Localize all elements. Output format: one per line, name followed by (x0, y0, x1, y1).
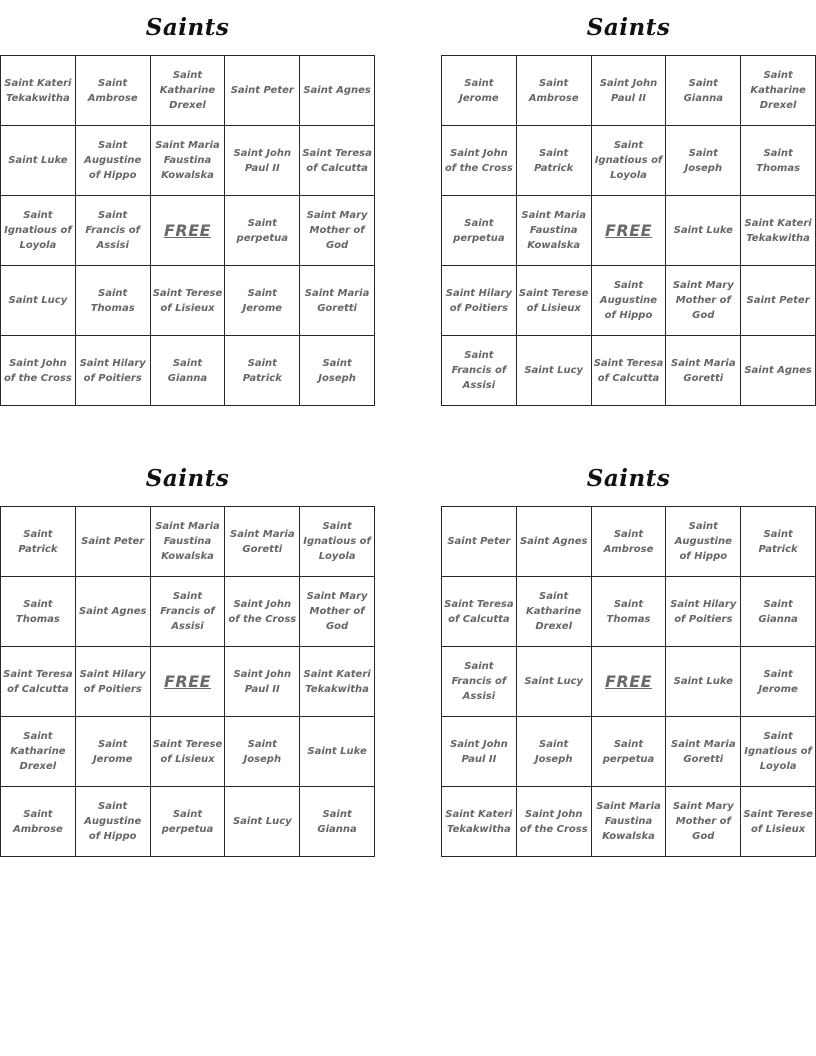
bingo-cell: Saint Jerome (442, 56, 517, 126)
bingo-cell: Saint Hilary of Poitiers (76, 647, 151, 717)
bingo-cell: Saint Lucy (517, 647, 592, 717)
bingo-cell: Saint Lucy (225, 787, 300, 857)
bingo-cell: Saint Jerome (76, 717, 151, 787)
bingo-cell: Saint Thomas (592, 577, 667, 647)
bingo-card-2 (441, 0, 816, 406)
bingo-cell: Saint John of the Cross (442, 126, 517, 196)
bingo-cell: Saint Lucy (1, 266, 76, 336)
bingo-cell: Saint Francis of Assisi (442, 336, 517, 406)
bingo-cell: Saint John Paul II (592, 56, 667, 126)
bingo-cell: Saint Katharine Drexel (1, 717, 76, 787)
bingo-cell: Saint Katharine Drexel (517, 577, 592, 647)
bingo-cell: Saint Terese of Lisieux (741, 787, 816, 857)
card-title: Saints (145, 14, 230, 41)
bingo-cell: Saint Ambrose (1, 787, 76, 857)
bingo-cell: Saint Lucy (517, 336, 592, 406)
bingo-cell: Saint Patrick (1, 507, 76, 577)
bingo-cell: Saint Jerome (741, 647, 816, 717)
bingo-cell: Saint Terese of Lisieux (151, 717, 226, 787)
bingo-cell: Saint Gianna (741, 577, 816, 647)
bingo-grid (441, 55, 816, 406)
bingo-cell: Saint Gianna (151, 336, 226, 406)
bingo-cell: Saint Katharine Drexel (151, 56, 226, 126)
bingo-cell: Saint Luke (666, 196, 741, 266)
bingo-cell: Saint Hilary of Poitiers (76, 336, 151, 406)
bingo-cell: Saint Augustine of Hippo (666, 507, 741, 577)
bingo-cell: Saint Thomas (1, 577, 76, 647)
bingo-cell: Saint Kateri Tekakwitha (442, 787, 517, 857)
bingo-cell: Saint Peter (225, 56, 300, 126)
bingo-cell: Saint Peter (76, 507, 151, 577)
bingo-cell: Saint Augustine of Hippo (592, 266, 667, 336)
card-title: Saints (586, 14, 671, 41)
bingo-grid (441, 506, 816, 857)
bingo-cell: Saint Joseph (666, 126, 741, 196)
bingo-cell: Saint Peter (741, 266, 816, 336)
bingo-cell: Saint Maria Faustina Kowalska (517, 196, 592, 266)
free-space-cell: FREE (151, 647, 226, 717)
bingo-cell: Saint John of the Cross (517, 787, 592, 857)
bingo-grid (0, 55, 375, 406)
bingo-cell: Saint Augustine of Hippo (76, 787, 151, 857)
bingo-cell: Saint Thomas (741, 126, 816, 196)
bingo-cell: Saint Joseph (300, 336, 375, 406)
bingo-cell: Saint perpetua (442, 196, 517, 266)
bingo-cell: Saint Maria Goretti (666, 336, 741, 406)
free-space-cell: FREE (151, 196, 226, 266)
bingo-cell: Saint Ignatious of Loyola (592, 126, 667, 196)
bingo-cell: Saint Ambrose (592, 507, 667, 577)
bingo-cell: Saint Ignatious of Loyola (300, 507, 375, 577)
bingo-cell: Saint Kateri Tekakwitha (1, 56, 76, 126)
bingo-cell: Saint John Paul II (442, 717, 517, 787)
bingo-cell: Saint Agnes (741, 336, 816, 406)
free-space-cell: FREE (592, 196, 667, 266)
bingo-cell: Saint Mary Mother of God (666, 266, 741, 336)
bingo-cell: Saint Mary Mother of God (300, 196, 375, 266)
bingo-cell: Saint Gianna (666, 56, 741, 126)
bingo-card-4 (441, 451, 816, 857)
bingo-cell: Saint Maria Goretti (300, 266, 375, 336)
bingo-cell: Saint Kateri Tekakwitha (741, 196, 816, 266)
bingo-cell: Saint Ambrose (517, 56, 592, 126)
bingo-cell: Saint Teresa of Calcutta (442, 577, 517, 647)
bingo-cell: Saint Francis of Assisi (151, 577, 226, 647)
bingo-cell: Saint Peter (442, 507, 517, 577)
card-title: Saints (145, 465, 230, 492)
bingo-cell: Saint Agnes (517, 507, 592, 577)
bingo-cell: Saint Augustine of Hippo (76, 126, 151, 196)
bingo-cell: Saint Patrick (517, 126, 592, 196)
bingo-cell: Saint Jerome (225, 266, 300, 336)
bingo-cell: Saint Maria Goretti (225, 507, 300, 577)
bingo-cell: Saint Teresa of Calcutta (1, 647, 76, 717)
bingo-cell: Saint Joseph (225, 717, 300, 787)
bingo-cell: Saint Agnes (300, 56, 375, 126)
bingo-cell: Saint Gianna (300, 787, 375, 857)
bingo-cell: Saint Francis of Assisi (442, 647, 517, 717)
bingo-cell: Saint Patrick (741, 507, 816, 577)
bingo-grid (0, 506, 375, 857)
bingo-cell: Saint John Paul II (225, 126, 300, 196)
bingo-cell: Saint Patrick (225, 336, 300, 406)
card-title: Saints (586, 465, 671, 492)
bingo-cell: Saint Maria Faustina Kowalska (151, 126, 226, 196)
bingo-cell: Saint Maria Faustina Kowalska (151, 507, 226, 577)
bingo-cell: Saint Terese of Lisieux (151, 266, 226, 336)
bingo-cell: Saint John of the Cross (1, 336, 76, 406)
bingo-cell: Saint Joseph (517, 717, 592, 787)
bingo-cell: Saint John of the Cross (225, 577, 300, 647)
bingo-cell: Saint John Paul II (225, 647, 300, 717)
bingo-cell: Saint Thomas (76, 266, 151, 336)
bingo-cell: Saint Ambrose (76, 56, 151, 126)
bingo-cell: Saint Ignatious of Loyola (741, 717, 816, 787)
bingo-cell: Saint Katharine Drexel (741, 56, 816, 126)
bingo-cell: Saint perpetua (225, 196, 300, 266)
bingo-cell: Saint perpetua (592, 717, 667, 787)
bingo-cell: Saint Luke (1, 126, 76, 196)
bingo-cell: Saint Luke (300, 717, 375, 787)
bingo-cell: Saint Teresa of Calcutta (592, 336, 667, 406)
bingo-card-3 (0, 451, 375, 857)
bingo-cell: Saint Teresa of Calcutta (300, 126, 375, 196)
bingo-cell: Saint Hilary of Poitiers (666, 577, 741, 647)
bingo-card-1 (0, 0, 375, 406)
bingo-cell: Saint Terese of Lisieux (517, 266, 592, 336)
bingo-cell: Saint Agnes (76, 577, 151, 647)
bingo-cell: Saint Mary Mother of God (300, 577, 375, 647)
bingo-cell: Saint Mary Mother of God (666, 787, 741, 857)
free-space-cell: FREE (592, 647, 667, 717)
bingo-cell: Saint Kateri Tekakwitha (300, 647, 375, 717)
bingo-cell: Saint Ignatious of Loyola (1, 196, 76, 266)
bingo-cell: Saint perpetua (151, 787, 226, 857)
bingo-cell: Saint Hilary of Poitiers (442, 266, 517, 336)
bingo-cell: Saint Maria Faustina Kowalska (592, 787, 667, 857)
bingo-cell: Saint Luke (666, 647, 741, 717)
bingo-cell: Saint Maria Goretti (666, 717, 741, 787)
bingo-cell: Saint Francis of Assisi (76, 196, 151, 266)
